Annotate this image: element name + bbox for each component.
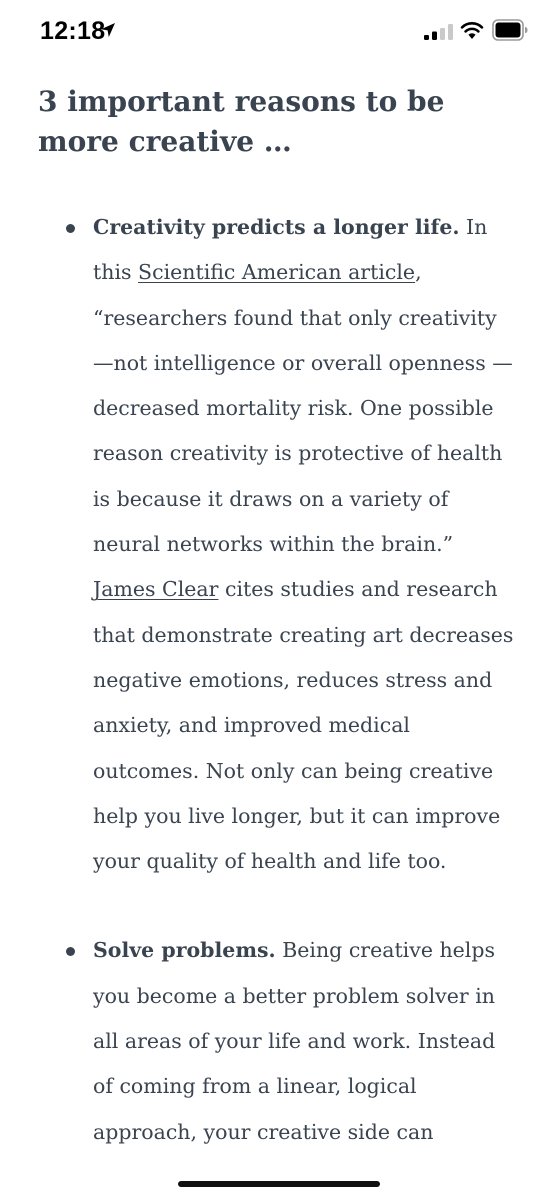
reason-text: In this xyxy=(93,215,488,285)
reason-text: Being creative helps you become a better problem solver in all areas of your life and work. Instead of coming from a linear, logical approach, your creative side can xyxy=(93,938,496,1144)
bullet-icon xyxy=(66,224,75,233)
location-arrow-icon xyxy=(100,22,116,38)
reason-title: Solve problems. xyxy=(93,938,276,963)
list-item xyxy=(0,928,554,1154)
list-item xyxy=(0,205,554,884)
cellular-signal-icon xyxy=(424,24,456,40)
status-bar xyxy=(0,0,554,62)
article-heading: 3 important reasons to be more creative … xyxy=(38,85,445,158)
battery-icon xyxy=(492,19,528,41)
reason-text: , “researchers found that only creativity —not intelligence or overall openness —decreased mortality risk. One possible reason creativity is protective of health is because it draws on a variety of neural networks within the brain.” xyxy=(93,260,513,557)
strikethrough-mark xyxy=(178,1181,380,1187)
bullet-icon xyxy=(66,947,75,956)
reason-text: cites studies and research that demonstrate creating art decreases negative emotions, reduces stress and anxiety, and improved medical outcomes. Not only can being creative help you live longer, but it can improve your quality of health and life too. xyxy=(93,577,514,874)
reasons-list xyxy=(0,205,554,1155)
reason-title: Creativity predicts a longer life. xyxy=(93,215,460,239)
status-time: 12:18 xyxy=(40,17,106,45)
wifi-icon xyxy=(460,20,484,40)
james-clear-link[interactable]: James Clear xyxy=(93,577,219,602)
scientific-american-link[interactable]: Scientific American article xyxy=(138,260,416,285)
